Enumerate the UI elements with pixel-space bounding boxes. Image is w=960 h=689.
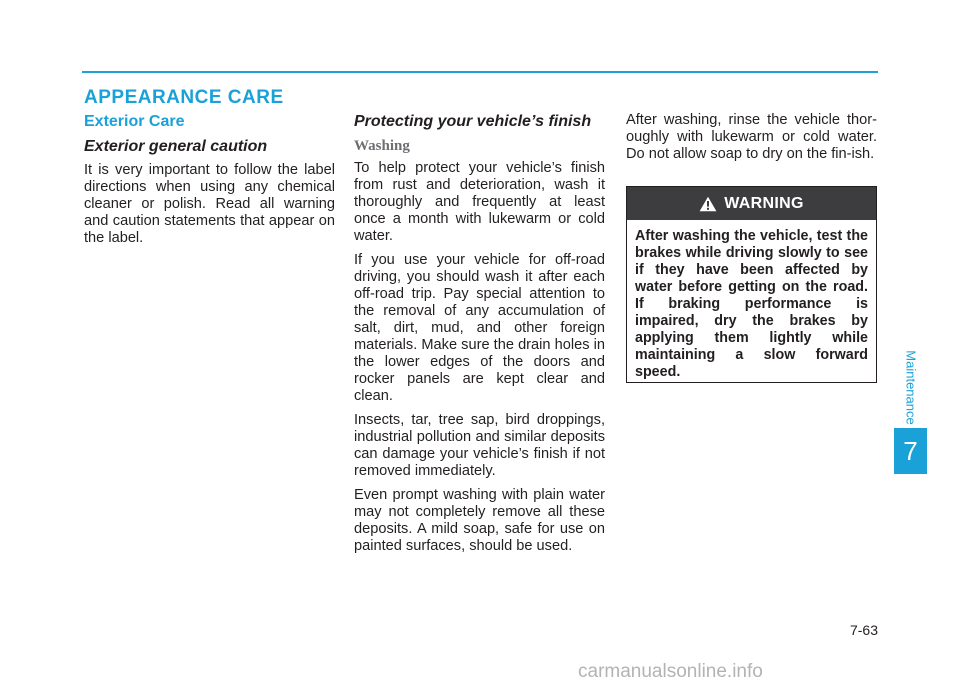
chapter-tab: 7 bbox=[894, 428, 927, 474]
warning-triangle-icon bbox=[699, 196, 717, 212]
column2-paragraph: Insects, tar, tree sap, bird droppings, industrial pollution and similar deposits can damage your vehicle’s finish if not removed immediately. bbox=[354, 412, 605, 479]
column2-paragraph: To help protect your vehicle’s finish from rust and deterioration, wash it thoroughly and frequently at least once a month with lukewarm or cold water. bbox=[354, 160, 605, 244]
side-tab-text: Maintenance bbox=[903, 349, 919, 425]
section-title: APPEARANCE CARE bbox=[84, 87, 284, 108]
column-3 bbox=[626, 112, 877, 170]
column-1 bbox=[84, 112, 335, 254]
column-2 bbox=[354, 112, 605, 562]
watermark: carmanualsonline.info bbox=[578, 661, 763, 682]
protecting-finish-heading: Protecting your vehicle’s finish bbox=[354, 113, 592, 130]
page-number: 7-63 bbox=[849, 622, 878, 638]
column2-paragraph: If you use your vehicle for off-road driving, you should wash it after each off-road trip. Pay special attention to the removal of any accumulation of salt, dirt, mud, and other foreign materials. Make sure the drain holes in the lower edges of the doors and rocker panels are kept clear and clean. bbox=[354, 252, 605, 404]
column1-paragraph: It is very important to follow the label directions when using any chemical cleaner or polish. Read all warning and caution statements that appear on the label. bbox=[84, 162, 335, 246]
warning-box bbox=[626, 186, 877, 383]
side-tab-label bbox=[896, 342, 926, 432]
column2-paragraph: Even prompt washing with plain water may not completely remove all these deposits. A mild soap, safe for use on painted surfaces, should be used. bbox=[354, 487, 605, 554]
warning-header bbox=[627, 187, 876, 220]
washing-subheading: Washing bbox=[354, 138, 410, 154]
exterior-caution-subheading: Exterior general caution bbox=[84, 138, 268, 155]
column3-paragraph: After washing, rinse the vehicle thor-oughly with lukewarm or cold water. Do not allow soap to dry on the fin-ish. bbox=[626, 112, 877, 162]
warning-text: After washing the vehicle, test the brakes while driving slowly to see if they have been affected by water before getting on the road. If braking performance is impaired, dry the brakes by applying them lightly while maintaining a slow forward speed. bbox=[635, 228, 868, 380]
warning-label: WARNING bbox=[724, 194, 804, 212]
header-rule bbox=[82, 71, 878, 73]
exterior-care-heading: Exterior Care bbox=[84, 113, 185, 130]
